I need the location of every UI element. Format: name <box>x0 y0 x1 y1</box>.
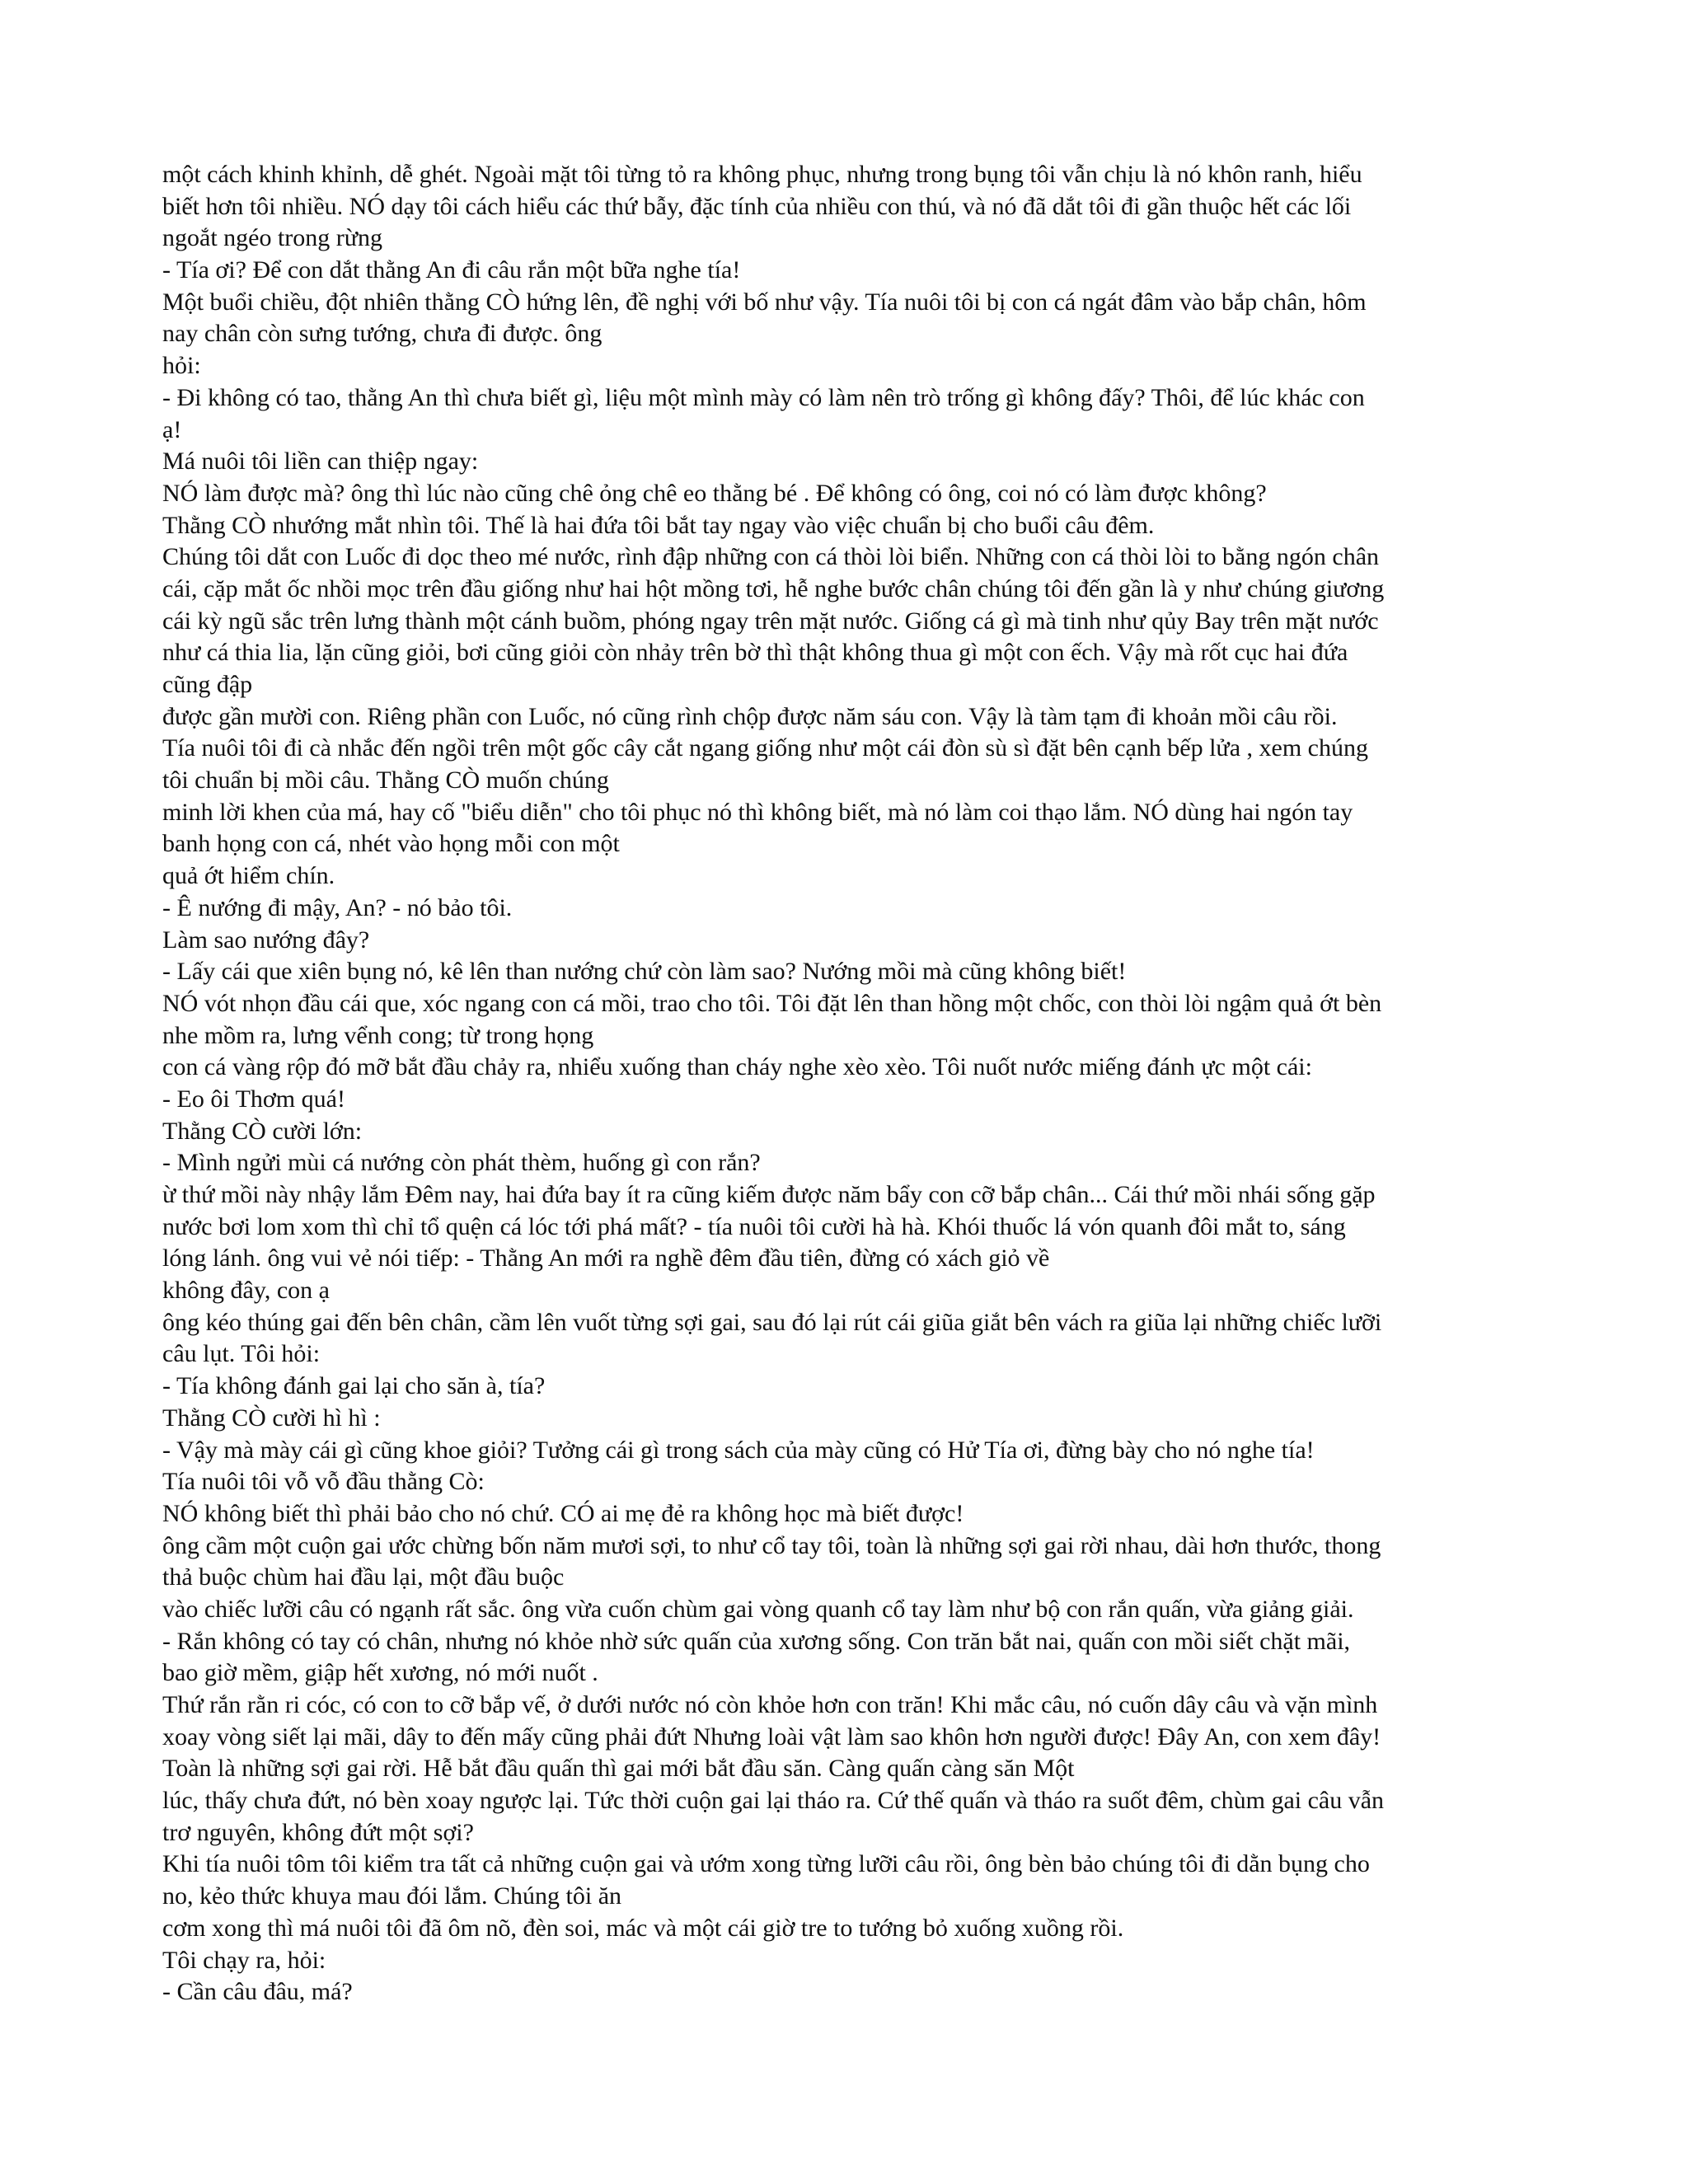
text-line: minh lời khen của má, hay cố "biểu diễn" cho tôi phục nó thì không biết, mà nó làm coi thạo lắm. NÓ dùng hai ngón tay <box>162 798 1353 826</box>
text-line: thả buộc chùm hai đầu lại, một đầu buộc <box>162 1563 565 1591</box>
text-line: - Tía ơi? Để con dắt thằng An đi câu rắn một bữa nghe tía! <box>162 256 741 284</box>
text-line: trơ nguyên, không đứt một sợi? <box>162 1818 474 1846</box>
text-line: biết hơn tôi nhiều. NÓ dạy tôi cách hiểu các thứ bẫy, đặc tính của nhiều con thú, và nó đã dắt tôi đi gần thuộc hết các lối <box>162 192 1352 220</box>
text-line: - Mình ngửi mùi cá nướng còn phát thèm, huống gì con rắn? <box>162 1149 761 1177</box>
text-line: - Cần câu đâu, má? <box>162 1978 353 2006</box>
text-line: nhe mồm ra, lưng vểnh cong; từ trong họng <box>162 1021 594 1049</box>
text-line: - Eo ôi Thơm quá! <box>162 1085 345 1113</box>
text-line: lúc, thấy chưa đứt, nó bèn xoay ngược lại. Tức thời cuộn gai lại tháo ra. Cứ thế quấn và tháo ra suốt đêm, chùm gai câu vẫn <box>162 1787 1385 1815</box>
text-line: Khi tía nuôi tôm tôi kiểm tra tất cả những cuộn gai và ướm xong từng lưỡi câu rồi, ông bèn bảo chúng tôi đi dằn bụng cho <box>162 1850 1370 1878</box>
text-line: Toàn là những sợi gai rời. Hễ bắt đầu quấn thì gai mới bắt đầu săn. Càng quấn càng săn Một <box>162 1755 1075 1783</box>
text-line: - Tía không đánh gai lại cho săn à, tía? <box>162 1372 546 1400</box>
text-line: được gần mười con. Riêng phần con Luốc, nó cũng rình chộp được năm sáu con. Vậy là tàm tạm đi khoản mồi câu rồi. <box>162 702 1338 730</box>
text-line: cái, cặp mắt ốc nhồi mọc trên đầu giống như hai hột mồng tơi, hễ nghe bước chân chúng tôi đến gần là y như chúng giương <box>162 574 1385 602</box>
text-line: tôi chuẩn bị mồi câu. Thằng CÒ muốn chúng <box>162 766 609 794</box>
text-line: banh họng con cá, nhét vào họng mỗi con một <box>162 830 620 858</box>
text-line: hỏi: <box>162 352 201 380</box>
document-page <box>162 159 1531 2008</box>
text-line: ạ! <box>162 415 182 443</box>
text-line: Làm sao nướng đây? <box>162 926 370 954</box>
text-line: Một buổi chiều, đột nhiên thằng CÒ hứng lên, đề nghị với bố như vậy. Tía nuôi tôi bị con cá ngát đâm vào bắp chân, hôm <box>162 288 1367 316</box>
text-line: NÓ vót nhọn đầu cái que, xóc ngang con cá mồi, trao cho tôi. Tôi đặt lên than hồng một chốc, con thòi lòi ngậm quả ớt bèn <box>162 989 1382 1017</box>
text-line: ngoắt ngéo trong rừng <box>162 224 383 252</box>
text-line: ừ thứ mồi này nhậy lắm Đêm nay, hai đứa bay ít ra cũng kiếm được năm bẩy con cỡ bắp chân... Cái thứ mồi nhái sống gặp <box>162 1181 1376 1208</box>
text-line: - Vậy mà mày cái gì cũng khoe giỏi? Tưởng cái gì trong sách của mày cũng có Hử Tía ơi, đừng bày cho nó nghe tía! <box>162 1436 1315 1464</box>
text-line: không đây, con ạ <box>162 1277 330 1305</box>
text-line: câu lụt. Tôi hỏi: <box>162 1340 321 1368</box>
text-line: quả ớt hiểm chín. <box>162 862 335 890</box>
text-line: cái kỳ ngũ sắc trên lưng thành một cánh buồm, phóng ngay trên mặt nước. Giống cá gì mà tinh như qủy Bay trên mặt nước <box>162 607 1379 635</box>
text-line: nước bơi lom xom thì chỉ tổ quện cá lóc tới phá mất? - tía nuôi tôi cười hà hà. Khói thuốc lá vón quanh đôi mắt to, sáng <box>162 1212 1346 1240</box>
text-line: Tôi chạy ra, hỏi: <box>162 1946 326 1974</box>
text-line: Thằng CÒ cười lớn: <box>162 1117 363 1145</box>
text-line: xoay vòng siết lại mãi, dây to đến mấy cũng phải đứt Nhưng loài vật làm sao khôn hơn người được! Đây An, con xem đây! <box>162 1722 1381 1750</box>
text-line: NÓ làm được mà? ông thì lúc nào cũng chê ỏng chê eo thằng bé . Để không có ông, coi nó có làm được không? <box>162 479 1267 507</box>
text-line: Thằng CÒ nhướng mắt nhìn tôi. Thế là hai đứa tôi bắt tay ngay vào việc chuẩn bị cho buổi câu đêm. <box>162 511 1155 539</box>
text-line: cơm xong thì má nuôi tôi đã ôm nõ, đèn soi, mác và một cái giờ tre to tướng bỏ xuống xuồng rồi. <box>162 1914 1124 1942</box>
text-line: một cách khinh khỉnh, dễ ghét. Ngoài mặt tôi từng tỏ ra không phục, nhưng trong bụng tôi vẫn chịu là nó khôn ranh, hiểu <box>162 161 1362 188</box>
text-line: - Đi không có tao, thằng An thì chưa biết gì, liệu một mình mày có làm nên trò trống gì không đấy? Thôi, để lúc khác con <box>162 383 1365 411</box>
text-line: Tía nuôi tôi đi cà nhắc đến ngồi trên một gốc cây cắt ngang giống như một cái đòn sù sì đặt bên cạnh bếp lửa , xem chúng <box>162 734 1368 762</box>
text-line: nay chân còn sưng tướng, chưa đi được. ông <box>162 320 603 348</box>
text-line: - Lấy cái que xiên bụng nó, kê lên than nướng chứ còn làm sao? Nướng mồi mà cũng không biết! <box>162 958 1127 986</box>
text-line: - Ê nướng đi mậy, An? - nó bảo tôi. <box>162 893 513 921</box>
text-line: cũng đập <box>162 671 253 698</box>
text-line: ông kéo thúng gai đến bên chân, cầm lên vuốt từng sợi gai, sau đó lại rút cái giũa giắt bên vách ra giũa lại những chiếc lưỡi <box>162 1308 1382 1336</box>
text-line: Chúng tôi dắt con Luốc đi dọc theo mé nước, rình đập những con cá thòi lòi biển. Những con cá thòi lòi to bằng ngón chân <box>162 543 1380 571</box>
text-line: - Rắn không có tay có chân, nhưng nó khỏe nhờ sức quấn của xương sống. Con trăn bắt nai, quấn con mồi siết chặt mãi, <box>162 1627 1351 1655</box>
text-line: Má nuôi tôi liền can thiệp ngay: <box>162 448 479 476</box>
text-line: no, kẻo thức khuya mau đói lắm. Chúng tôi ăn <box>162 1882 622 1910</box>
text-line: bao giờ mềm, giập hết xương, nó mới nuốt . <box>162 1659 598 1687</box>
text-line: Thằng CÒ cười hì hì : <box>162 1404 381 1432</box>
text-line: lóng lánh. ông vui vẻ nói tiếp: - Thằng An mới ra nghề đêm đầu tiên, đừng có xách giỏ về <box>162 1244 1050 1272</box>
text-line: như cá thia lia, lặn cũng giỏi, bơi cũng giỏi còn nhảy trên bờ thì thật không thua gì một con ếch. Vậy mà rốt cục hai đứa <box>162 639 1348 667</box>
text-line: con cá vàng rộp đó mỡ bắt đầu chảy ra, nhiểu xuống than cháy nghe xèo xèo. Tôi nuốt nước miếng đánh ực một cái: <box>162 1053 1312 1081</box>
text-line: Thứ rắn rằn ri cóc, có con to cỡ bắp vế, ở dưới nước nó còn khỏe hơn con trăn! Khi mắc câu, nó cuốn dây câu và vặn mình <box>162 1691 1378 1718</box>
text-line: ông cầm một cuộn gai ước chừng bốn năm mươi sợi, to như cổ tay tôi, toàn là những sợi gai rời nhau, dài hơn thước, thong <box>162 1531 1381 1559</box>
text-line: NÓ không biết thì phải bảo cho nó chứ. CÓ ai mẹ đẻ ra không học mà biết được! <box>162 1499 964 1527</box>
text-line: vào chiếc lưỡi câu có ngạnh rất sắc. ông vừa cuốn chùm gai vòng quanh cổ tay làm như bộ con rắn quấn, vừa giảng giải. <box>162 1595 1354 1623</box>
text-line: Tía nuôi tôi vỗ vỗ đầu thằng Cò: <box>162 1468 485 1496</box>
